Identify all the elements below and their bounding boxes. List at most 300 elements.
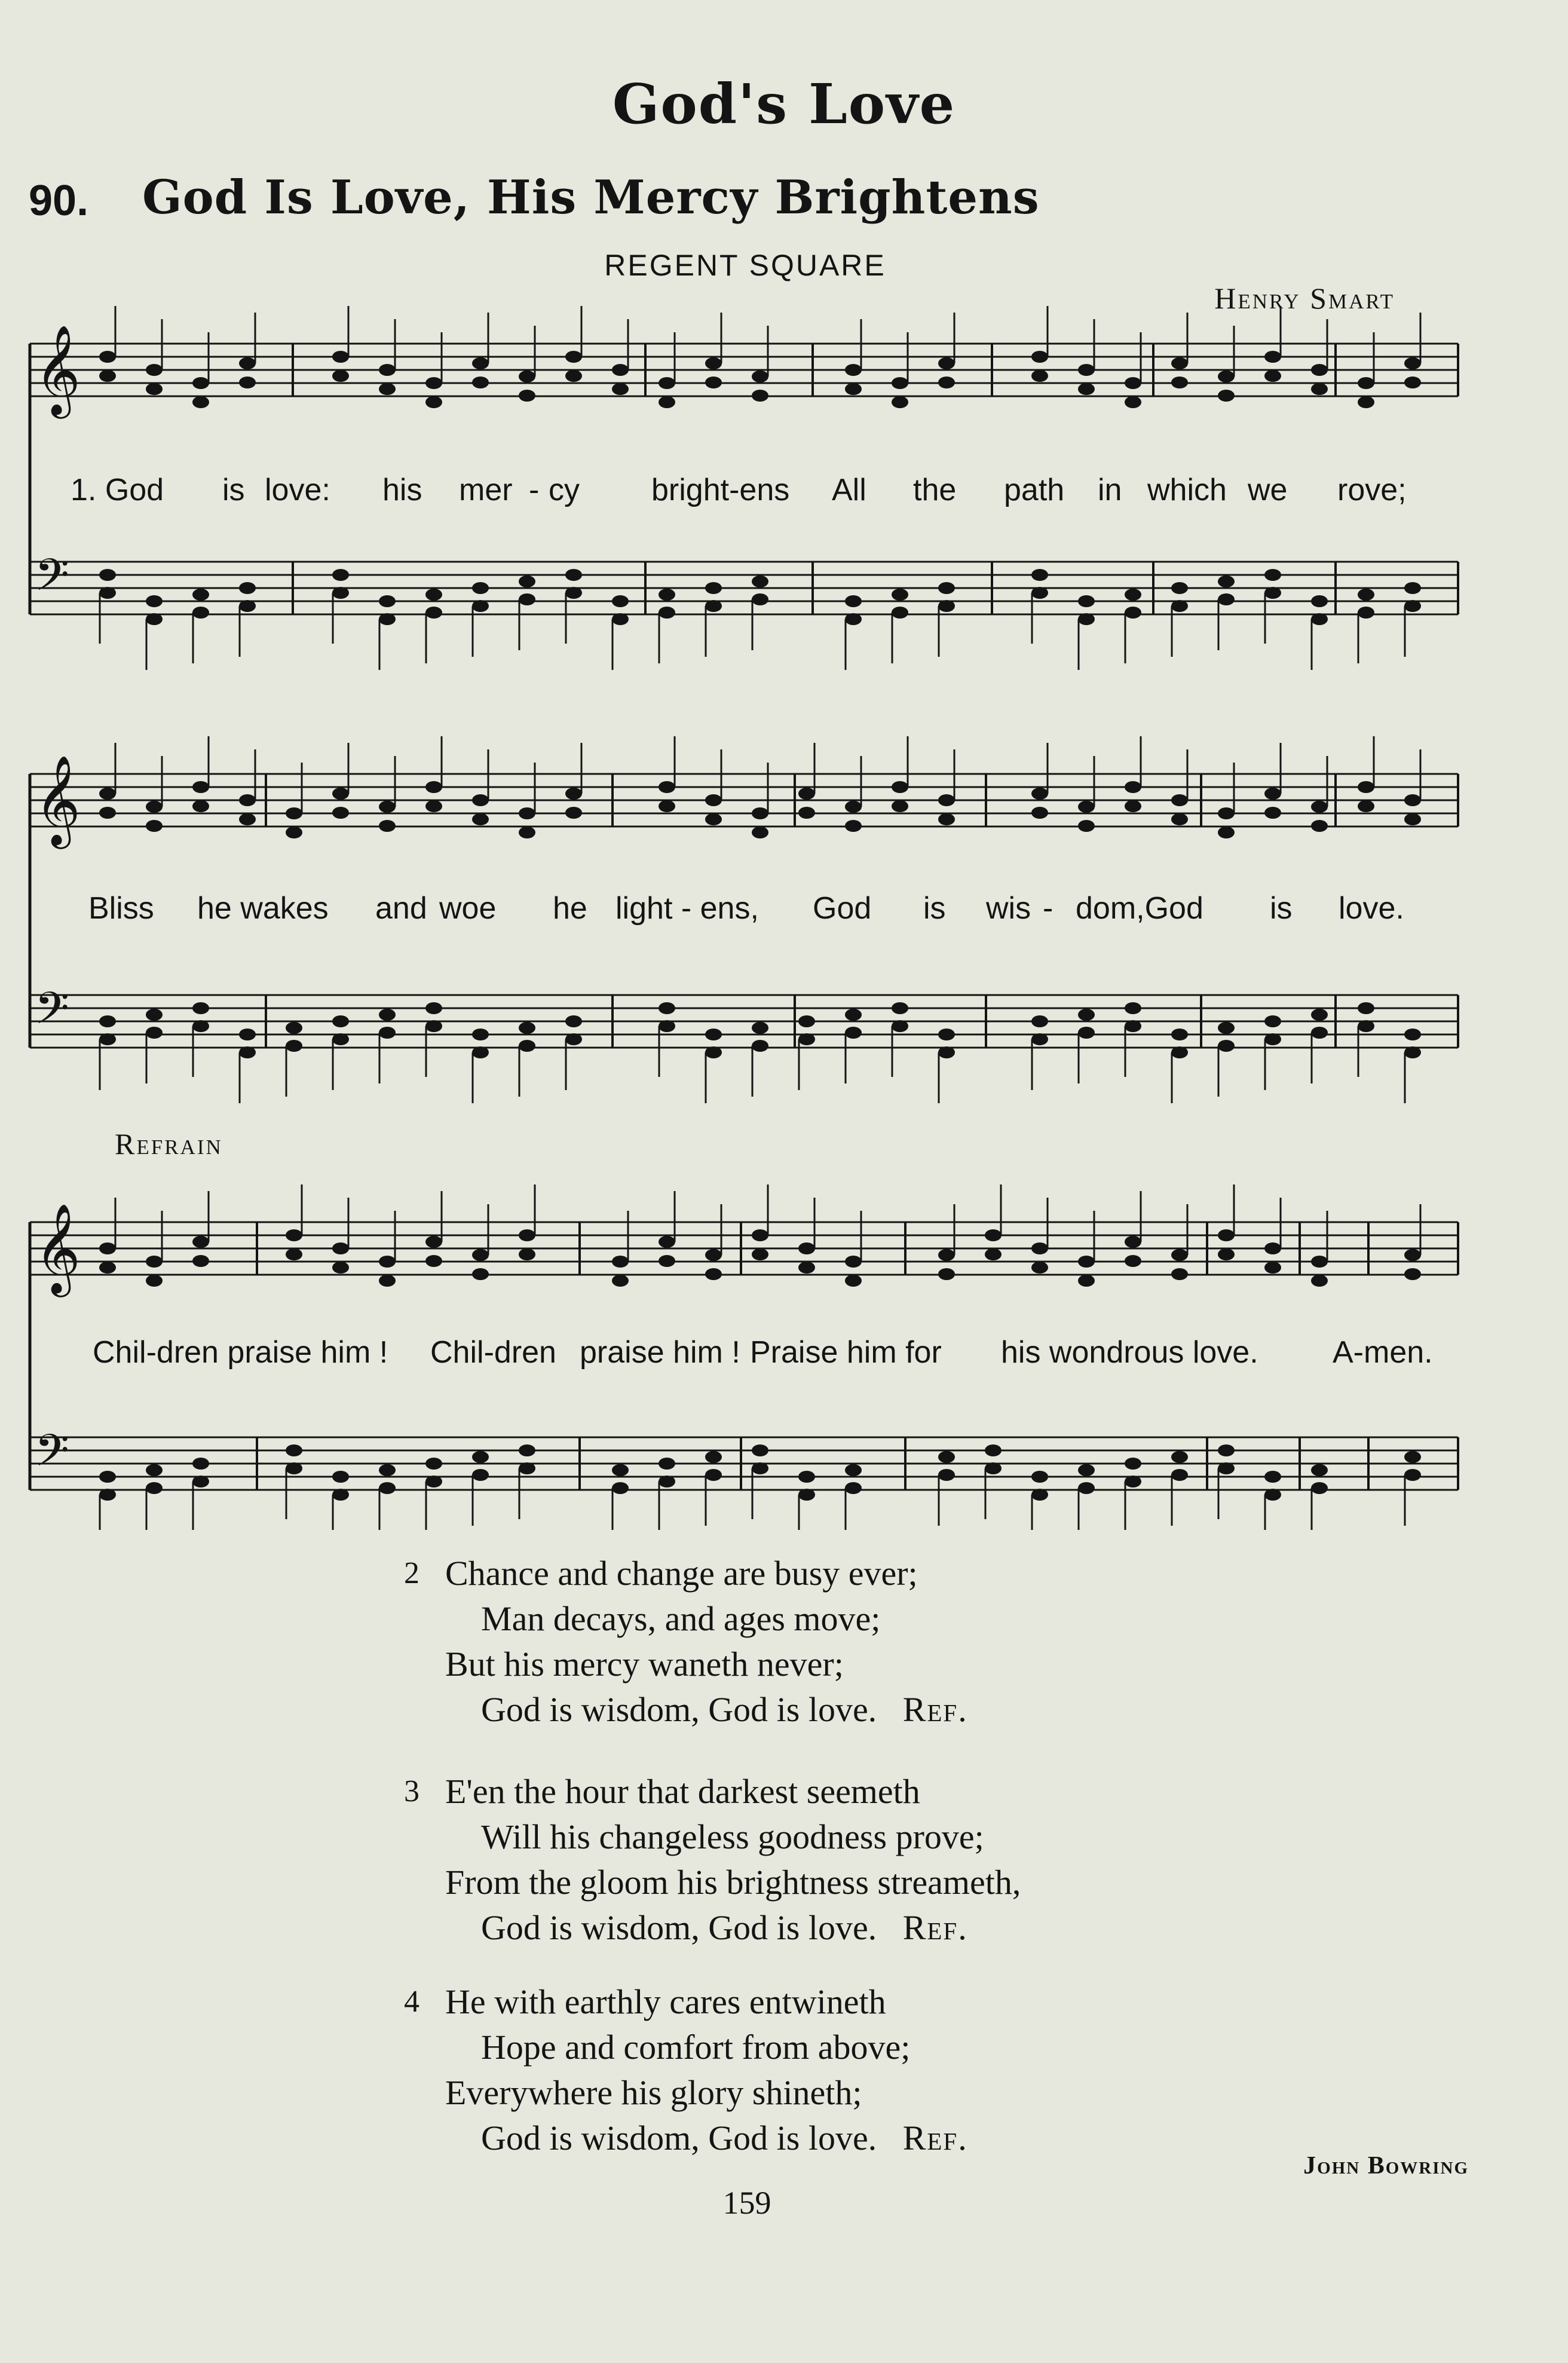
notehead-icon [1171,1249,1188,1261]
lyric-syllable: in [1098,473,1122,507]
notehead-icon [379,1256,396,1268]
notehead-icon [1171,1451,1188,1463]
notehead-icon [332,587,349,599]
lyric-syllable: All [832,473,866,507]
notehead-icon [332,1471,349,1483]
notehead-icon [1404,813,1421,825]
lyric-syllable: rove; [1337,473,1407,507]
notehead-icon [1264,1015,1281,1027]
notehead-icon [938,1249,955,1261]
notehead-icon [1218,593,1235,605]
notehead-icon [1078,1275,1095,1287]
notehead-icon [938,794,955,806]
notehead-icon [612,383,629,395]
notehead-icon [99,1471,116,1483]
notehead-icon [425,396,442,408]
notehead-icon [938,813,955,825]
notehead-icon [332,569,349,581]
notehead-icon [99,788,116,800]
lyric-syllable: love: [265,473,330,507]
notehead-icon [192,1020,209,1032]
notehead-icon [1031,788,1048,800]
notehead-icon [752,827,768,838]
lyric-syllable: his wondrous love. [1001,1335,1258,1370]
notehead-icon [1218,390,1235,402]
stanza-number: 2 [404,1556,419,1590]
notehead-icon [798,1262,815,1274]
notehead-icon [1264,587,1281,599]
notehead-icon [1311,383,1328,395]
notehead-icon [1311,1464,1328,1476]
lyric-syllable: which [1147,473,1227,507]
notehead-icon [752,593,768,605]
refrain-label: Refrain [115,1127,223,1161]
notehead-icon [379,613,396,625]
section-title: God's Love [612,72,956,136]
notehead-icon [99,351,116,363]
notehead-icon [938,1469,955,1481]
notehead-icon [192,607,209,619]
notehead-icon [845,364,862,376]
notehead-icon [1358,377,1374,389]
notehead-icon [192,396,209,408]
notehead-icon [845,1464,862,1476]
notehead-icon [1218,1229,1235,1241]
notehead-icon [286,827,302,838]
notehead-icon [1125,781,1141,793]
notehead-icon [612,595,629,607]
notehead-icon [1404,377,1421,388]
notehead-icon [892,1002,908,1014]
notehead-icon [1311,1027,1328,1039]
notehead-icon [659,1458,675,1470]
notehead-icon [472,1029,489,1040]
stanza-line: But his mercy waneth never; [445,1645,844,1684]
notehead-icon [565,1033,582,1045]
stanza-line: E'en the hour that darkest seemeth [445,1772,920,1811]
notehead-icon [705,582,722,594]
notehead-icon [1358,781,1374,793]
notehead-icon [892,589,908,601]
notehead-icon [239,813,256,825]
notehead-icon [519,593,535,605]
notehead-icon [146,1027,163,1039]
notehead-icon [798,1489,815,1501]
notehead-icon [1125,800,1141,812]
stanza-line: Chance and change are busy ever; [445,1554,918,1593]
notehead-icon [705,600,722,612]
treble-clef-icon: 𝄞 [35,1202,81,1293]
stanza-line: Will his changeless goodness prove; [481,1817,984,1856]
notehead-icon [1311,613,1328,625]
notehead-icon [519,807,535,819]
stanza-line: Everywhere his glory shineth; [445,2073,862,2112]
notehead-icon [752,371,768,382]
notehead-icon [239,1046,256,1058]
notehead-icon [379,383,396,395]
notehead-icon [659,1236,675,1248]
stanza-line-last: God is wisdom, God is love. Ref. [481,1908,968,1947]
stanza-line: Hope and comfort from above; [481,2028,911,2067]
notehead-icon [1125,1020,1141,1032]
lyric-syllable: wis [986,891,1031,926]
notehead-icon [752,1040,768,1052]
notehead-icon [472,1469,489,1481]
notehead-icon [938,600,955,612]
stanza-number: 4 [404,1985,419,2019]
notehead-icon [1125,607,1141,619]
lyric-syllable: and [375,891,427,926]
refrain-ref: Ref. [902,1690,968,1729]
lyric-syllable: his [382,473,422,507]
notehead-icon [519,1248,535,1260]
notehead-icon [845,1009,862,1021]
notehead-icon [1404,357,1421,369]
notehead-icon [1311,1482,1328,1494]
notehead-icon [752,390,768,402]
stanza-3 [406,1769,1021,1951]
notehead-icon [146,613,163,625]
notehead-icon [239,357,256,369]
stanza-line: He with earthly cares entwineth [445,1982,886,2021]
notehead-icon [705,1268,722,1280]
notehead-icon [425,1458,442,1470]
notehead-icon [146,364,163,376]
notehead-icon [1078,1027,1095,1039]
notehead-icon [1125,1255,1141,1267]
notehead-icon [1078,1482,1095,1494]
notehead-icon [798,1015,815,1027]
notehead-icon [379,801,396,813]
notehead-icon [1311,1256,1328,1268]
notehead-icon [332,1262,349,1274]
notehead-icon [1264,807,1281,819]
notehead-icon [985,1444,1002,1456]
notehead-icon [1264,351,1281,363]
notehead-icon [1404,1029,1421,1040]
notehead-icon [659,607,675,619]
notehead-icon [798,788,815,800]
notehead-icon [1031,1015,1048,1027]
notehead-icon [286,1229,302,1241]
notehead-icon [1031,351,1048,363]
notehead-icon [1404,582,1421,594]
notehead-icon [379,1027,396,1039]
notehead-icon [1125,1458,1141,1470]
notehead-icon [1218,371,1235,382]
notehead-icon [472,377,489,388]
notehead-icon [192,1458,209,1470]
notehead-icon [1264,1471,1281,1483]
notehead-icon [472,600,489,612]
notehead-icon [192,377,209,389]
notehead-icon [705,1029,722,1040]
notehead-icon [425,1020,442,1032]
stanza-line-last: God is wisdom, God is love. Ref. [481,2119,968,2157]
notehead-icon [1404,794,1421,806]
notehead-icon [845,1027,862,1039]
notehead-icon [472,794,489,806]
notehead-icon [705,1469,722,1481]
notehead-icon [146,1482,163,1494]
notehead-icon [1031,370,1048,382]
notehead-icon [845,1482,862,1494]
notehead-icon [1125,1002,1141,1014]
notehead-icon [1358,589,1374,601]
notehead-icon [892,607,908,619]
notehead-icon [705,1249,722,1261]
notehead-icon [1031,807,1048,819]
notehead-icon [1404,1268,1421,1280]
stanza-number: 3 [404,1774,419,1808]
notehead-icon [659,1255,675,1267]
lyric-syllable: Chil-dren praise him ! [93,1335,388,1370]
notehead-icon [1311,820,1328,832]
notehead-icon [519,827,535,838]
notehead-icon [612,1256,629,1268]
notehead-icon [845,801,862,813]
notehead-icon [519,371,535,382]
notehead-icon [845,613,862,625]
lyric-syllable: dom,God [1076,891,1203,926]
notehead-icon [379,1464,396,1476]
notehead-icon [425,589,442,601]
notehead-icon [1218,1248,1235,1260]
notehead-icon [1171,377,1188,388]
notehead-icon [1031,1471,1048,1483]
notehead-icon [332,807,349,819]
lyric-syllable: the [913,473,957,507]
notehead-icon [99,807,116,819]
bass-clef-icon: 𝄢 [35,549,69,612]
notehead-icon [1358,396,1374,408]
notehead-icon [565,351,582,363]
notehead-icon [379,1275,396,1287]
notehead-icon [1171,1469,1188,1481]
notehead-icon [99,1489,116,1501]
notehead-icon [519,1040,535,1052]
notehead-icon [425,607,442,619]
notehead-icon [798,1033,815,1045]
notehead-icon [425,1002,442,1014]
notehead-icon [286,807,302,819]
notehead-icon [1078,595,1095,607]
notehead-icon [1078,1009,1095,1021]
notehead-icon [798,1242,815,1254]
notehead-icon [938,357,955,369]
notehead-icon [938,1268,955,1280]
notehead-icon [845,595,862,607]
notehead-icon [332,1033,349,1045]
notehead-icon [332,370,349,382]
notehead-icon [659,1020,675,1032]
lyric-syllable: God [813,891,872,926]
lyric-syllable: path [1004,473,1065,507]
lyric-syllable: woe [439,891,497,926]
notehead-icon [332,351,349,363]
notehead-icon [752,1229,768,1241]
notehead-icon [565,587,582,599]
notehead-icon [1358,800,1374,812]
author: John Bowring [1303,2152,1469,2180]
notehead-icon [519,390,535,402]
notehead-icon [1358,607,1374,619]
lyric-syllable: bright-ens [651,473,790,507]
notehead-icon [752,1444,768,1456]
notehead-icon [1218,1462,1235,1474]
notehead-icon [1404,1451,1421,1463]
lyric-syllable: praise him ! [580,1335,740,1370]
notehead-icon [1171,1029,1188,1040]
treble-clef-icon: 𝄞 [35,754,81,845]
notehead-icon [752,807,768,819]
notehead-icon [612,1275,629,1287]
stanza-line: From the gloom his brightness streameth, [445,1863,1021,1902]
notehead-icon [239,582,256,594]
notehead-icon [612,1482,629,1494]
notehead-icon [99,569,116,581]
notehead-icon [1218,1444,1235,1456]
notehead-icon [192,589,209,601]
notehead-icon [1311,801,1328,813]
notehead-icon [1031,1489,1048,1501]
notehead-icon [659,1002,675,1014]
notehead-icon [239,600,256,612]
notehead-icon [612,364,629,376]
lyric-syllable: love. [1339,891,1404,926]
notehead-icon [425,1476,442,1487]
lyric-syllable: Praise him for [750,1335,942,1370]
notehead-icon [146,1464,163,1476]
notehead-icon [659,1476,675,1487]
notehead-icon [1125,396,1141,408]
refrain-ref: Ref. [902,1908,968,1947]
notehead-icon [425,1236,442,1248]
notehead-icon [892,377,908,389]
notehead-icon [1078,801,1095,813]
notehead-icon [752,1248,768,1260]
notehead-icon [192,1236,209,1248]
notehead-icon [1171,600,1188,612]
notehead-icon [519,1444,535,1456]
notehead-icon [985,1462,1002,1474]
page-number: 159 [722,2185,771,2221]
notehead-icon [705,1451,722,1463]
notehead-icon [472,1268,489,1280]
notehead-icon [1311,1009,1328,1021]
notehead-icon [1264,1489,1281,1501]
notehead-icon [659,396,675,408]
notehead-icon [286,1462,302,1474]
notehead-icon [659,781,675,793]
notehead-icon [565,370,582,382]
notehead-icon [985,1229,1002,1241]
notehead-icon [1358,1020,1374,1032]
notehead-icon [99,1262,116,1274]
lyric-syllable: light - ens, [615,891,759,926]
notehead-icon [332,788,349,800]
notehead-icon [286,1040,302,1052]
notehead-icon [1358,1002,1374,1014]
notehead-icon [1311,1275,1328,1287]
notehead-icon [705,1046,722,1058]
notehead-icon [1125,377,1141,389]
notehead-icon [1031,1262,1048,1274]
notehead-icon [1218,827,1235,838]
composer: Henry Smart [1214,281,1395,315]
notehead-icon [379,1482,396,1494]
notehead-icon [1078,364,1095,376]
notehead-icon [845,383,862,395]
notehead-icon [659,800,675,812]
notehead-icon [1171,357,1188,369]
notehead-icon [938,377,955,388]
notehead-icon [425,781,442,793]
notehead-icon [938,1029,955,1040]
notehead-icon [286,1248,302,1260]
lyric-syllable: is [1270,891,1293,926]
notehead-icon [379,1009,396,1021]
notehead-icon [752,576,768,587]
notehead-icon [705,794,722,806]
notehead-icon [1218,807,1235,819]
stanza-line-last: God is wisdom, God is love. Ref. [481,1690,968,1729]
notehead-icon [332,1489,349,1501]
notehead-icon [752,1022,768,1034]
notehead-icon [1078,383,1095,395]
notehead-icon [379,595,396,607]
notehead-icon [845,1275,862,1287]
notehead-icon [892,1020,908,1032]
hymn-title: God Is Love, His Mercy Brightens [142,170,1040,225]
lyric-syllable: mer [459,473,513,507]
notehead-icon [1171,1268,1188,1280]
lyric-syllable: Chil-dren [430,1335,556,1370]
notehead-icon [938,582,955,594]
notehead-icon [1171,582,1188,594]
notehead-icon [1125,1476,1141,1487]
notehead-icon [1031,1242,1048,1254]
notehead-icon [705,377,722,388]
notehead-icon [425,377,442,389]
notehead-icon [1218,576,1235,587]
notehead-icon [146,383,163,395]
notehead-icon [1404,1249,1421,1261]
bass-clef-icon: 𝄢 [35,982,69,1045]
notehead-icon [146,1256,163,1268]
notehead-icon [798,807,815,819]
notehead-icon [1078,1256,1095,1268]
stanza-2 [406,1551,968,1733]
notehead-icon [99,370,116,382]
notehead-icon [892,781,908,793]
notehead-icon [938,1451,955,1463]
notehead-icon [99,1033,116,1045]
notehead-icon [192,1476,209,1487]
notehead-icon [845,820,862,832]
notehead-icon [425,1255,442,1267]
notehead-icon [1078,613,1095,625]
notehead-icon [752,1462,768,1474]
notehead-icon [1171,1046,1188,1058]
notehead-icon [845,1256,862,1268]
notehead-icon [472,1046,489,1058]
bass-clef-icon: 𝄢 [35,1425,69,1487]
notehead-icon [146,1275,163,1287]
notehead-icon [239,377,256,388]
notehead-icon [472,357,489,369]
notehead-icon [565,1015,582,1027]
